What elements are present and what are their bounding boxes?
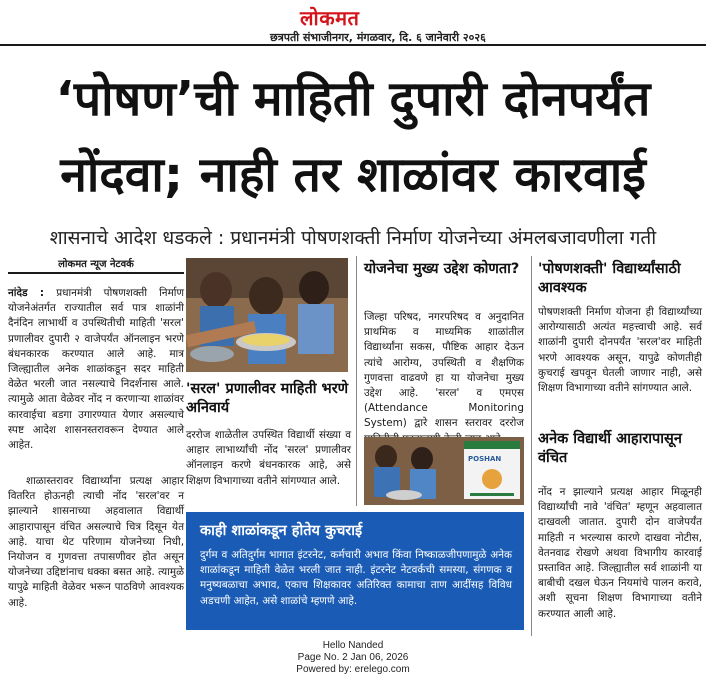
- footer-powered-by: Powered by: erelego.com: [296, 664, 410, 675]
- saral-body-text: दररोज शाळेतील उपस्थित विद्यार्थी संख्या व आहार लाभार्थ्यांची नोंद 'सरल' प्रणालीवर ऑनलाइन करणे बंधनकारक आहे, असे शिक्षण विभागाच्या वतीने सांगण्यात आले.: [186, 429, 351, 487]
- highlight-box-body: दुर्गम व अतिदुर्गम भागात इंटरनेट, कर्मचारी अभाव किंवा निष्काळजीपणामुळे अनेक शाळांकडून माहिती वेळेत भरली जात नाही. इंटरनेट नेटवर्कची समस्या, संगणक व मनुष्यबळाचा अभाव, एकाच शिक्षकावर अतिरिक्त कामाचा ताण आदींसह विविध अडचणी आहेत, असे शाळांचे म्हणणे आहे.: [200, 549, 512, 607]
- edition-dateline: छत्रपती संभाजीनगर, मंगळवार, दि. ६ जानेवारी २०२६: [270, 31, 486, 44]
- purpose-section-heading: [364, 260, 524, 279]
- col1-p1-text: प्रधानमंत्री पोषणशक्ती निर्माण योजनेअंतर्गत राज्यातील सर्व पात्र शाळांनी दैनंदिन लाभार्थी व उपस्थितीची माहिती 'सरल' प्रणालीवर दुपारी २ वाजेपर्यंत ऑनलाइन भरणे बंधनकारक करण्यात आले आहे. मात्र जिल्ह्यातील अनेक शाळांकडून सदर माहिती वेळेत भरली जात नसल्याचे निदर्शनास आले. त्यामुळे आता वेळेवर नोंद न करणाऱ्या शाळांवर कारवाईचा बडगा उगारण्यात येणार असल्याचे स्पष्ट आदेश शासनस्तरावरून देण्यात आले आहेत.: [8, 287, 184, 452]
- saral-section-body: [186, 428, 351, 489]
- column-1-paragraph-1: [8, 286, 184, 453]
- headline-line-2: नोंदवा; नाही तर शाळांवर कारवाई: [60, 147, 646, 203]
- purpose-body-text: जिल्हा परिषद, नगरपरिषद व अनुदानित प्राथमिक व माध्यमिक शाळांतील विद्यार्थ्यांना सकस, पौष्टिक आहार देऊन त्यांचे आरोग्य, उपस्थिती व शैक्षणिक गुणवत्ता वाढवणे हा या योजनेचा मुख्य उद्देश आहे. 'सरल' व एमएस (Attendance Monitoring System) द्वारे शासन स्तरावर दररोज: [364, 311, 524, 430]
- subheadline: शासनाचे आदेश धडकले : प्रधानमंत्री पोषणशक्ती निर्माण योजनेच्या अंमलबजावणीला गती: [49, 227, 657, 249]
- poster-text: POSHAN: [468, 455, 502, 463]
- children-eating-photo-svg: [186, 258, 348, 372]
- saral-section-heading: [186, 380, 351, 418]
- page-footer: [0, 640, 706, 676]
- mid-day-meal-photo: [364, 437, 524, 505]
- deprived-section-body: [538, 485, 702, 622]
- deprived-body-text: नोंद न झाल्याने प्रत्यक्ष आहार मिळूनही विद्यार्थ्यांची नावे 'वंचित' म्हणून अहवालात दाखवली जातात. दुपारी दोन वाजेपर्यंत माहिती न भरल्यास कारणे दाखवा नोटीस, वेतनवाढ रोखणे अथवा विभागीय कारवाई प्रस्तावित आहे. जिल्ह्यातील सर्व शाळांनी या बाबीची दखल घेऊन नियमांचे पालन करावे, अशी सूचना शिक्षण विभागाच्या वतीने करण्यात आली आहे.: [538, 486, 702, 620]
- mid-day-meal-photo-svg: [364, 437, 524, 505]
- headline-line-1: ‘पोषण’ची माहिती दुपारी दोनपर्यंत: [55, 71, 651, 127]
- purpose-heading-text: योजनेचा मुख्य उद्देश कोणता?: [364, 261, 520, 277]
- masthead: [0, 0, 706, 30]
- column-divider: [356, 256, 357, 506]
- byline: लोकमत न्यूज नेटवर्क: [8, 256, 184, 274]
- masthead-rule: [0, 44, 706, 46]
- column-1-paragraph-2: [8, 474, 184, 611]
- poshan-heading-text: 'पोषणशक्ती' विद्यार्थ्यांसाठी आवश्यक: [538, 261, 681, 296]
- deprived-section-heading: [538, 430, 702, 468]
- highlight-box-heading: काही शाळांकडून होतेय कुचराई: [200, 523, 363, 539]
- poshan-section-body: [538, 305, 702, 396]
- purpose-section-body: [364, 310, 524, 447]
- newspaper-logo: लोकमत: [300, 6, 360, 30]
- dateline-place: नांदेड :: [8, 287, 45, 299]
- highlight-box: [186, 512, 524, 630]
- column-divider: [531, 256, 532, 636]
- poshan-body-text: पोषणशक्ती निर्माण योजना ही विद्यार्थ्यांच्या आरोग्यासाठी अत्यंत महत्त्वाची आहे. सर्व शाळांनी दुपारी दोनपर्यंत 'सरल'वर माहिती भरणे आवश्यक असून, यापुढे कोणतीही कुचराई खपवून घेतली जाणार नाही, असे शिक्षण विभागाच्या वतीने सांगण्यात आले.: [538, 306, 702, 395]
- poshan-section-heading: [538, 260, 702, 298]
- footer-page-date: Page No. 2 Jan 06, 2026: [297, 652, 409, 663]
- col1-p2-text: शाळास्तरावर विद्यार्थ्यांना प्रत्यक्ष आहार वितरित होऊनही त्याची नोंद 'सरल'वर न झाल्याने शासनाच्या अहवालात विद्यार्थी आहारापासून वंचित असल्याचे चित्र दिसून येत आहे. याचा थेट परिणाम योजनेच्या निधी, नियोजन व गुणवत्ता तपासणीवर होत असून योजनेच्या उद्दिष्टांनाच धक्का बसत आहे. त्यामुळे यापुढे माहिती वेळेवर भरून पाठविणे आवश्यक आहे.: [8, 475, 184, 609]
- saral-heading-text: 'सरल' प्रणालीवर माहिती भरणे अनिवार्य: [186, 381, 349, 416]
- children-eating-photo: [186, 258, 348, 372]
- deprived-heading-text: अनेक विद्यार्थी आहारापासून वंचित: [538, 431, 682, 466]
- footer-edition: Hello Nanded: [322, 640, 384, 651]
